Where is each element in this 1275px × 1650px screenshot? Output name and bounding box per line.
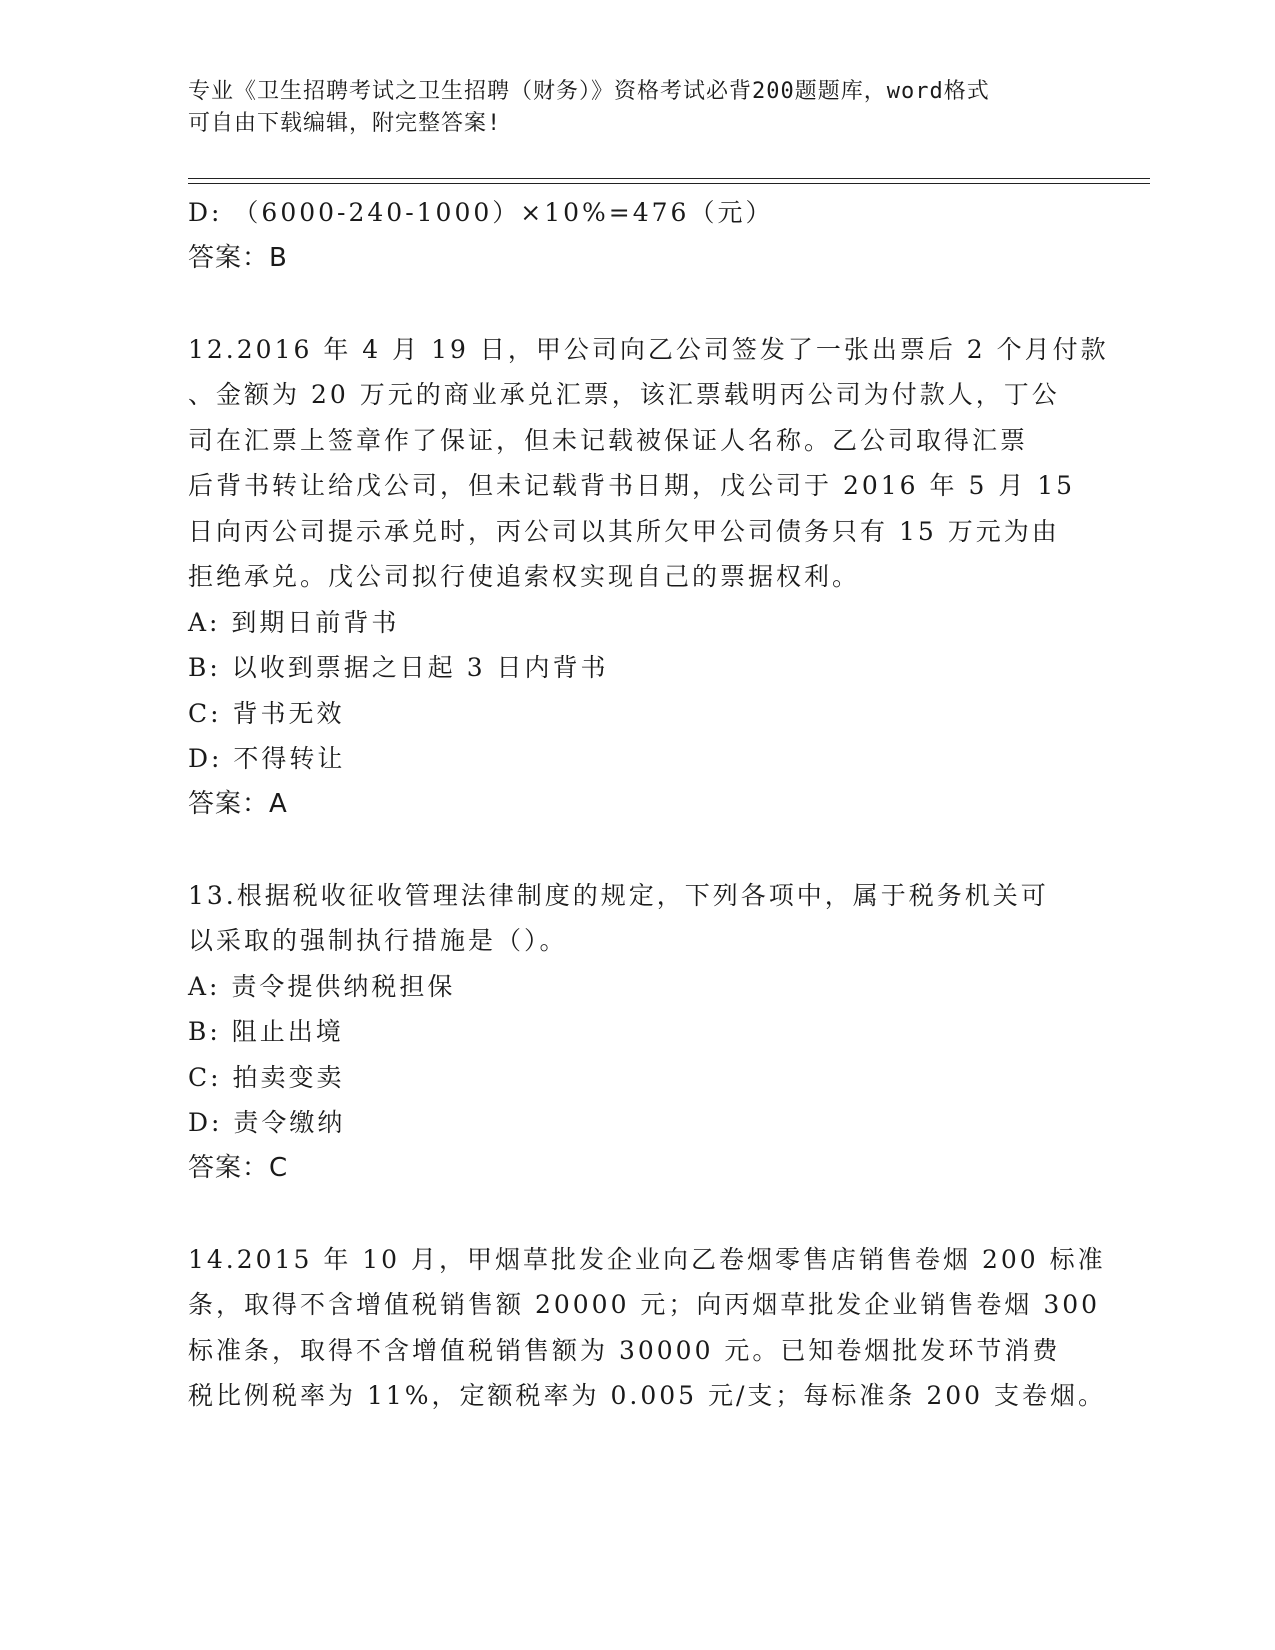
option-b: B: 阻止出境: [188, 1017, 344, 1046]
header-divider-bottom: [188, 183, 1150, 184]
document-header: [188, 76, 1068, 140]
spacer: [188, 1191, 1088, 1237]
option-b: B: 以收到票据之日起 3 日内背书: [188, 653, 609, 682]
question-text-line: 13.根据税收征收管理法律制度的规定，下列各项中，属于税务机关可: [188, 880, 1049, 910]
document-body: [188, 190, 1109, 1419]
question-text-line: 以采取的强制执行措施是（）。: [188, 926, 568, 955]
question-text-line: 、金额为 20 万元的商业承兑汇票，该汇票载明丙公司为付款人，丁公: [188, 380, 1060, 409]
question-text-line: 日向丙公司提示承兑时，丙公司以其所欠甲公司债务只有 15 万元为由: [188, 516, 1060, 546]
question-text-line: 12.2016 年 4 月 19 日，甲公司向乙公司签发了一张出票后 2 个月付款: [188, 334, 1109, 364]
answer-line: 答案：A: [188, 788, 288, 819]
question-text-line: 司在汇票上签章作了保证，但未记载被保证人名称。乙公司取得汇票: [188, 425, 1029, 455]
question-text-line: 标准条，取得不含增值税销售额为 30000 元。已知卷烟批发环节消费: [188, 1335, 1061, 1365]
answer-line: 答案：B: [188, 242, 288, 273]
option-d: D: 责令缴纳: [188, 1108, 346, 1137]
option-a: A: 到期日前背书: [188, 607, 400, 637]
spacer: [188, 827, 1088, 873]
header-line-2: 可自由下载编辑，附完整答案!: [188, 111, 502, 136]
question-text-line: 14.2015 年 10 月，甲烟草批发企业向乙卷烟零售店销售卷烟 200 标准: [188, 1244, 1106, 1274]
question-text-line: 条，取得不含增值税销售额 20000 元；向丙烟草批发企业销售卷烟 300: [188, 1290, 1101, 1319]
header-line-1: 专业《卫生招聘考试之卫生招聘（财务）》资格考试必背200题题库，word格式: [188, 79, 990, 104]
question-text-line: 税比例税率为 11%，定额税率为 0.005 元/支；每标准条 200 支卷烟。: [188, 1381, 1107, 1410]
option-c: C: 拍卖变卖: [188, 1062, 345, 1092]
question-14: [188, 1237, 1107, 1419]
question-13: [188, 873, 1088, 1192]
header-divider-top: [188, 178, 1150, 179]
previous-question: [188, 190, 1088, 281]
option-a: A: 责令提供纳税担保: [188, 971, 456, 1001]
option-d: D: （6000-240-1000）×10%=476（元）: [188, 198, 774, 227]
question-12: [188, 327, 1109, 828]
answer-line: 答案：C: [188, 1152, 289, 1183]
question-text-line: 拒绝承兑。戊公司拟行使追索权实现自己的票据权利。: [188, 562, 861, 591]
option-c: C: 背书无效: [188, 698, 345, 728]
question-text-line: 后背书转让给戊公司，但未记载背书日期，戊公司于 2016 年 5 月 15: [188, 471, 1076, 500]
option-d: D: 不得转让: [188, 744, 346, 773]
spacer: [188, 281, 1088, 327]
